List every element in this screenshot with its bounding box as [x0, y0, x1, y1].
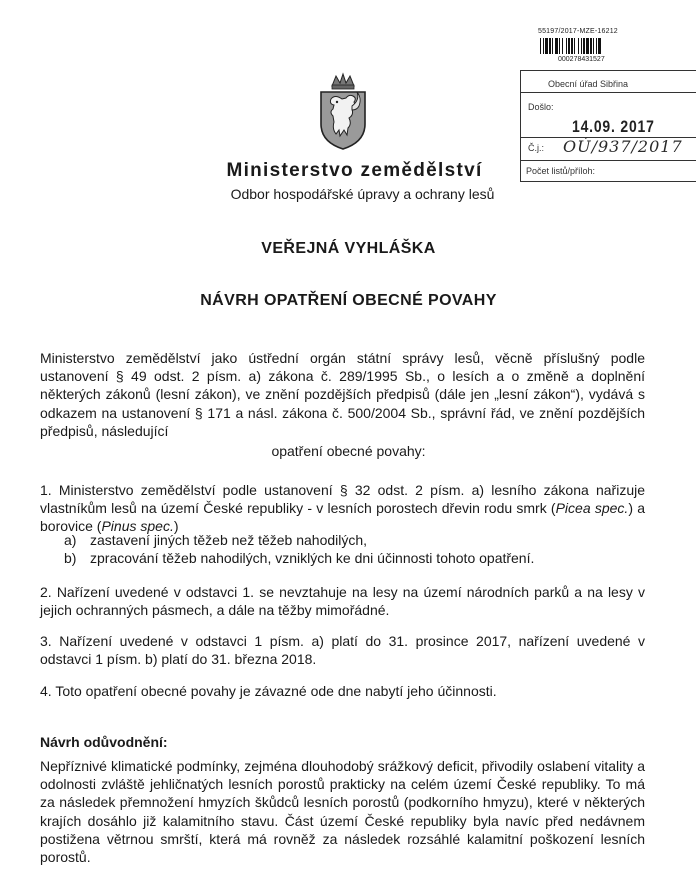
draft-measure-title: NÁVRH OPATŘENÍ OBECNÉ POVAHY — [200, 292, 497, 309]
list-item-a-text: zastavení jiných těžeb než těžeb nahodilých, — [90, 532, 368, 548]
ministry-name — [0, 160, 697, 182]
list-item-a-label: a) — [64, 532, 77, 548]
barcode — [540, 38, 634, 54]
list-item-b-label: b) — [64, 550, 77, 566]
paragraph-1-text-c: ) — [173, 518, 179, 535]
intro-paragraph: Ministerstvo zemědělství jako ústřední orgán státní správy lesů, věcně příslušný podle ustanovení § 49 odst. 2 písm. a) zákona č. 289/1995 Sb., o lesích a o změně a doplnění některých zákonů (lesní zákon), ve znění pozdějších předpisů (dále jen „lesní zákon“), vydává s odkazem na ustanovení § 171 a násl. zákona č. 500/2004 Sb., správní řád, ve znění pozdějších předpisů, následující — [40, 350, 645, 439]
paragraph-1-text-b: ) a borovice ( — [40, 500, 645, 535]
list-item-a — [64, 531, 367, 549]
list-item-b — [64, 549, 534, 567]
reasoning-heading: Návrh odůvodnění: — [40, 734, 168, 750]
paragraph-4: 4. Toto opatření obecné povahy je závazné ode dne nabytí jeho účinnosti. — [40, 683, 497, 699]
stamp-pages-label: Počet listů/příloh: — [526, 166, 596, 176]
measure-subheading: opatření obecné povahy: — [271, 443, 426, 459]
department-name — [0, 186, 697, 202]
list-item-b-text: zpracování těžeb nahodilých, vzniklých ke dni účinnosti tohoto opatření. — [90, 550, 535, 566]
stamp-reference-label: Č.j.: — [528, 143, 545, 153]
pinus-term: Pinus spec. — [101, 518, 174, 535]
stamp-reference-handwritten: OÚ/937/2017 — [563, 137, 683, 156]
stamp-date: 14.09. 2017 — [572, 117, 655, 136]
barcode-reference: 55197/2017-MZE-16212 — [538, 28, 618, 35]
stamp-received-label: Došlo: — [528, 102, 554, 112]
barcode-number: 000278431527 — [558, 56, 605, 63]
ministry-name-text: Ministerstvo zemědělství — [226, 160, 483, 181]
stamp-office: Obecní úřad Sibřina — [548, 79, 629, 89]
paragraph-3: 3. Nařízení uvedené v odstavci 1 písm. a) platí do 31. prosince 2017, nařízení uvedené v odstavci 1 písm. b) platí do 31. března 2018. — [40, 633, 645, 668]
coat-of-arms-icon — [318, 72, 368, 150]
paragraph-2: 2. Nařízení uvedené v odstavci 1. se nevztahuje na lesy na území národních parků a na lesy v jejich ochranných pásmech, a dále na těžby mimořádné. — [40, 584, 645, 619]
department-name-text: Odbor hospodářské úpravy a ochrany lesů — [230, 186, 495, 202]
picea-term: Picea spec. — [555, 500, 629, 517]
reasoning-paragraph: Nepříznivé klimatické podmínky, zejména dlouhodobý srážkový deficit, přivodily oslabení vitality a odolnosti zvláště jehličnatých lesních porostů prakticky na celém území České republiky. To má za následek přemnožení hmyzích škůdců lesních porostů (podkorního hmyzu), které v některých krajích dosáhlo již kalamitního stavu. Část území České republiky byla navíc před nedávnem postižena větrnou smrští, která má rovněž za následek rozsáhlé kalamitní poškození lesních porostů. — [40, 758, 645, 866]
public-notice-title: VEŘEJNÁ VYHLÁŠKA — [261, 240, 436, 257]
paragraph-1-text-a: 1. Ministerstvo zemědělství podle ustanovení § 32 odst. 2 písm. a) lesního zákona nařizuje vlastníkům lesů na území České republiky - v lesních porostech dřevin rodu smrk ( — [40, 482, 645, 517]
paragraph-1 — [40, 481, 645, 536]
